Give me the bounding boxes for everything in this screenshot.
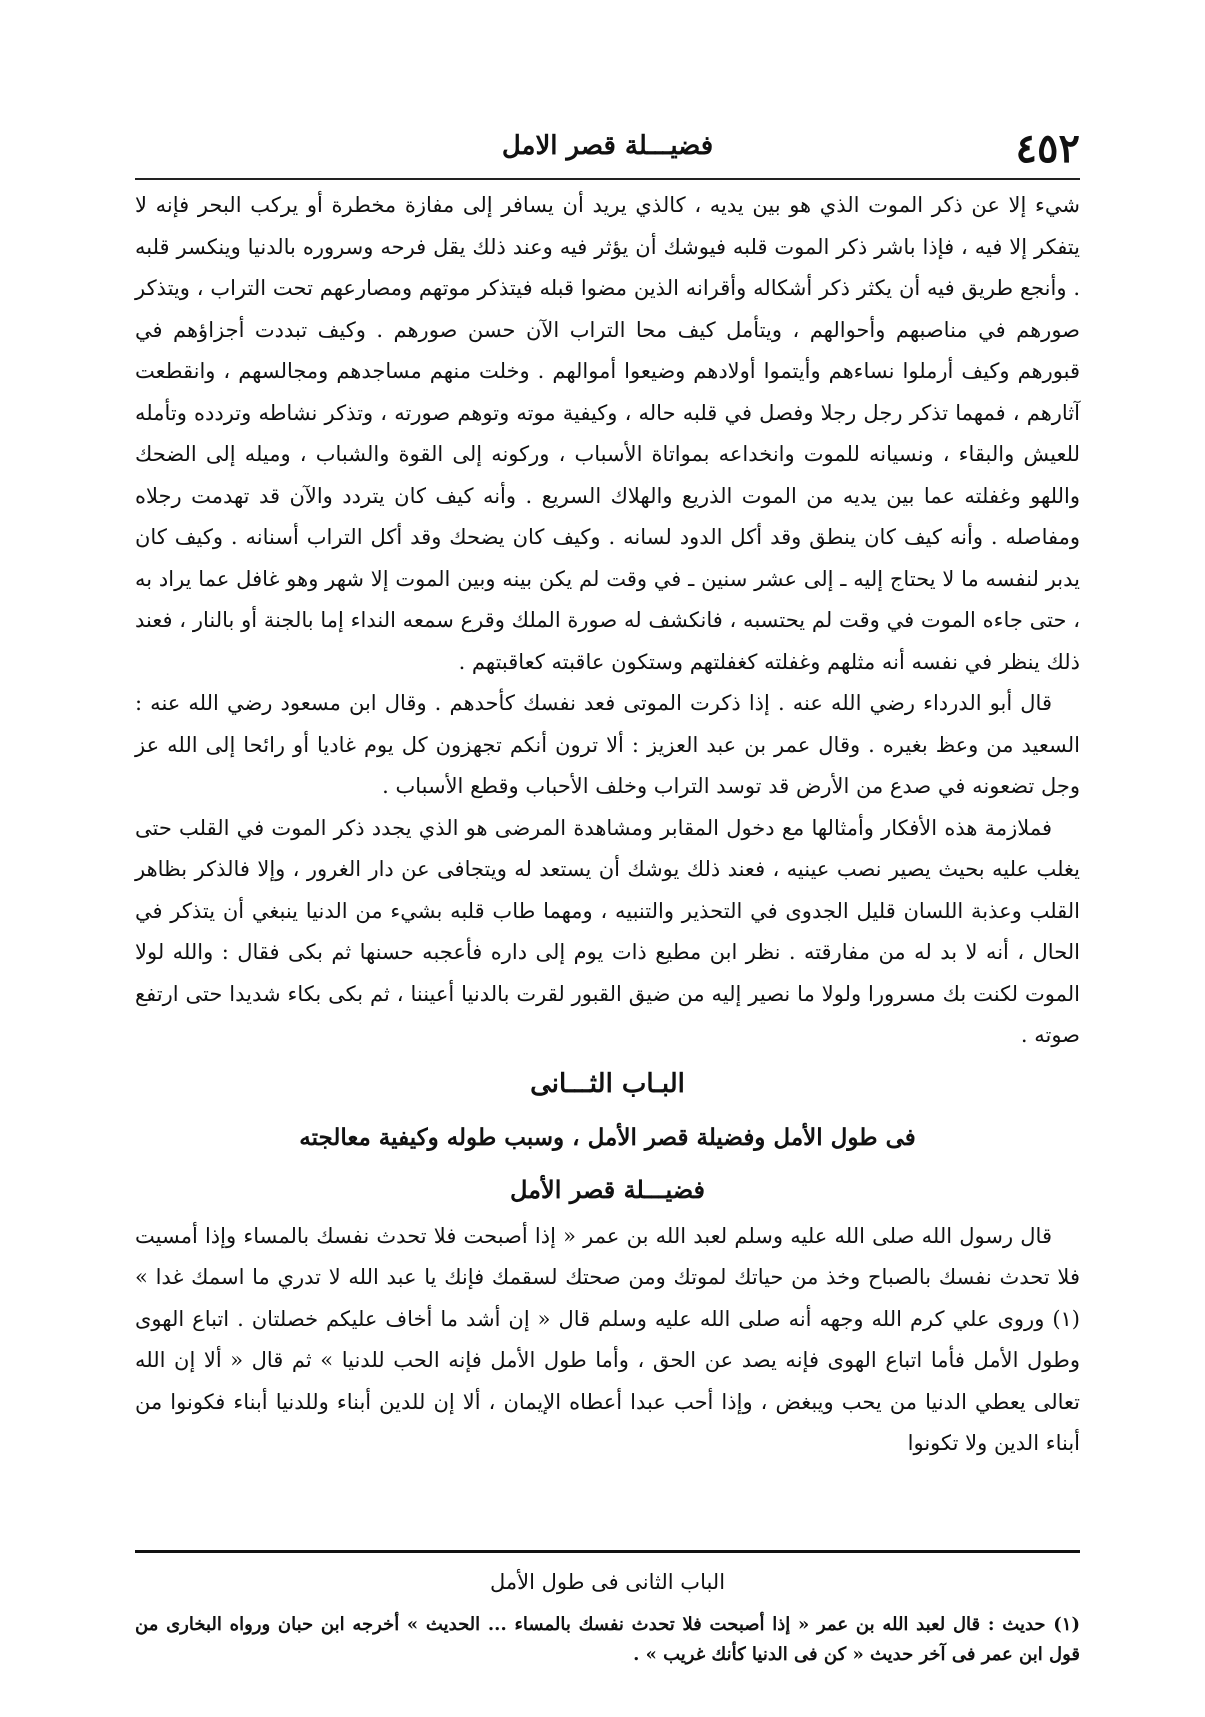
main-text: [135, 185, 1080, 1465]
running-title: فضيـــلة قصر الامل: [501, 131, 714, 161]
footnote-text: (١) حديث : قال لعبد الله بن عمر « إذا أصبحت فلا تحدث نفسك بالمساء ... الحديث » أخرجه ابن حبان ورواه البخارى من قول ابن عمر فى آخر حديث « كن فى الدنيا كأنك غريب » .: [135, 1614, 1080, 1665]
chapter-title: البـاب الثـــانى: [530, 1068, 685, 1099]
paragraph: قال أبو الدرداء رضي الله عنه . إذا ذكرت الموتى فعد نفسك كأحدهم . وقال ابن مسعود رضي الله عنه : السعيد من وعظ بغيره . وقال عمر بن عبد العزيز : ألا ترون أنكم تجهزون كل يوم غاديا أو رائحا إلى الله عز وجل تضعونه في صدع من الأرض قد توسد التراب وخلف الأحباب وقطع الأسباب .: [135, 691, 1080, 798]
paragraph: فملازمة هذه الأفكار وأمثالها مع دخول المقابر ومشاهدة المرضى هو الذي يجدد ذكر الموت في القلب حتى يغلب عليه بحيث يصير نصب عينيه ، فعند ذلك يوشك أن يستعد له ويتجافى عن دار الغرور ، وإلا فالذكر بظاهر القلب وعذبة اللسان قليل الجدوى في التحذير والتنبيه ، ومهما طاب قلبه بشيء من الدنيا ينبغي أن يتذكر في الحال ، أنه لا بد له من مفارقته . نظر ابن مطيع ذات يوم إلى داره فأعجبه حسنها ثم بكى فقال : والله لولا الموت لكنت بك مسرورا ولولا ما نصير إليه من ضيق القبور لقرت بالدنيا أعيننا ، ثم بكى بكاء شديدا حتى ارتفع صوته .: [135, 815, 1080, 1047]
paragraph: شيء إلا عن ذكر الموت الذي هو بين يديه ، كالذي يريد أن يسافر إلى مفازة مخطرة أو يركب البحر فإنه لا يتفكر إلا فيه ، فإذا باشر ذكر الموت قلبه فيوشك أن يؤثر فيه وعند ذلك يقل فرحه وسروره بالدنيا وينكسر قلبه . وأنجع طريق فيه أن يكثر ذكر أشكاله وأقرانه الذين مضوا قبله فيتذكر موتهم ومصارعهم تحت التراب ، ويتذكر صورهم في مناصبهم وأحوالهم ، ويتأمل كيف محا التراب الآن حسن صورهم . وكيف تبددت أجزاؤهم في قبورهم وكيف أرملوا نساءهم وأيتموا أولادهم وضيعوا أموالهم . وخلت منهم مساجدهم ومجالسهم ، وانقطعت آثارهم ، فمهما تذكر رجل رجلا وفصل في قلبه حاله ، وكيفية موته وتوهم صورته ، وتذكر نشاطه وتردده وتأمله للعيش والبقاء ، ونسيانه للموت وانخداعه بمواتاة الأسباب ، وركونه إلى القوة والشباب ، وميله إلى الضحك واللهو وغفلته عما بين يديه من الموت الذريع والهلاك السريع . وأنه كيف كان يتردد والآن قد تهدمت رجلاه ومفاصله . وأنه كيف كان ينطق وقد أكل الدود لسانه . وكيف كان يضحك وقد أكل التراب أسنانه . وكيف كان يدبر لنفسه ما لا يحتاج إليه ـ إلى عشر سنين ـ في وقت لم يكن بينه وبين الموت إلا شهر وهو غافل عما يراد به ، حتى جاءه الموت في وقت لم يحتسبه ، فانكشف له صورة الملك وقرع سمعه النداء إما بالجنة أو بالنار ، فعند ذلك ينظر في نفسه أنه مثلهم وغفلته كغفلتهم وستكون عاقبته كعاقبتهم .: [135, 193, 1080, 674]
paragraph: قال رسول الله صلى الله عليه وسلم لعبد الله بن عمر « إذا أصبحت فلا تحدث نفسك بالمساء وإذا أمسيت فلا تحدث نفسك بالصباح وخذ من حياتك لموتك ومن صحتك لسقمك فإنك يا عبد الله لا تدري ما اسمك غدا » (١) وروى علي كرم الله وجهه أنه صلى الله عليه وسلم قال « إن أشد ما أخاف عليكم خصلتان . اتباع الهوى وطول الأمل فأما اتباع الهوى فإنه يصد عن الحق ، وأما طول الأمل فإنه الحب للدنيا » ثم قال « ألا إن الله تعالى يعطي الدنيا من يحب ويبغض ، وإذا أحب عبدا أعطاه الإيمان ، ألا إن للدين أبناء وللدنيا أبناء فكونوا من أبناء الدين ولا تكونوا: [135, 1223, 1080, 1455]
chapter-subtitle: فى طول الأمل وفضيلة قصر الأمل ، وسبب طوله وكيفية معالجته: [299, 1123, 916, 1151]
page-header: [135, 125, 1080, 175]
section-title: فضيـــلة قصر الأمل: [509, 1174, 706, 1204]
footnote-chapter-title: الباب الثانى فى طول الأمل: [489, 1570, 726, 1594]
page-number: ٤٥٢: [1015, 125, 1080, 172]
header-rule: [135, 178, 1080, 180]
footnote-rule: [135, 1550, 1080, 1553]
